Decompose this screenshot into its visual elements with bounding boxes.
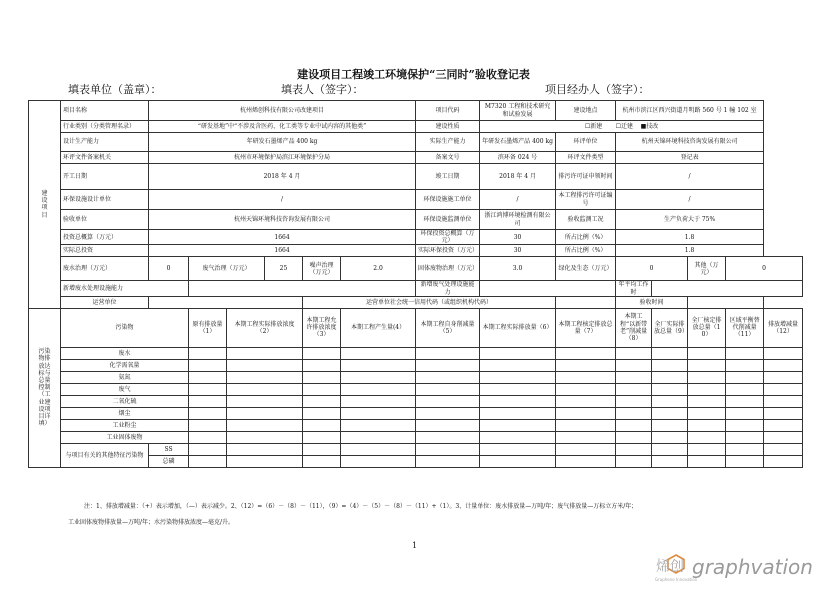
credit-code-label: 运营单位社会统一信用代码（或组织机构代码） bbox=[303, 296, 556, 308]
note-line-1: 注：1、排放增减量：（+）表示增加，（—）表示减少。2、（12）=（6）－（8）－（11），（9）=（4）－（5）－（8）－（11）+（1）。3、计量单位：废水排放量—万吨/年；废气排放量—万标立方米/年； bbox=[84, 503, 638, 510]
new-gas-capacity-label: 新增废气处理设施能力 bbox=[416, 281, 480, 296]
other-label: 其他（万元） bbox=[688, 257, 726, 281]
design-unit-label: 环保设施设计单位 bbox=[61, 190, 149, 210]
filler-label: 填表人（签字）： bbox=[281, 83, 364, 96]
noise-treatment: 2.0 bbox=[341, 257, 416, 281]
eia-type-label: 环评文件类型 bbox=[556, 152, 616, 164]
annual-hours bbox=[652, 281, 803, 296]
monitor-unit: 浙江鸿博环境检测有限公司 bbox=[480, 210, 556, 230]
water-treatment-label: 废水治理（万元） bbox=[61, 257, 149, 281]
gas-treatment: 25 bbox=[265, 257, 303, 281]
table-row bbox=[29, 419, 803, 431]
design-unit: / bbox=[149, 190, 416, 210]
col-10: 全厂核定排放总量（10） bbox=[688, 308, 726, 347]
graphene-innovation-logo bbox=[654, 551, 698, 585]
nature-new-checkbox: ☐新建 bbox=[584, 122, 603, 130]
green-label: 绿化及生态（万元） bbox=[556, 257, 616, 281]
pollutant-name: 废气 bbox=[61, 383, 189, 395]
permit-no-label: 本工程排污许可证编号 bbox=[556, 190, 616, 210]
complete-date-label: 竣工日期 bbox=[416, 164, 480, 190]
table-row bbox=[29, 431, 803, 443]
water-treatment: 0 bbox=[149, 257, 189, 281]
pollutant-name: 废水 bbox=[61, 347, 189, 359]
start-date-label: 开工日期 bbox=[61, 164, 149, 190]
table-row bbox=[29, 347, 803, 359]
col-8: 本期工程“以新带老”削减量（8） bbox=[616, 308, 652, 347]
solid-treatment-label: 固体废物治理（万元） bbox=[416, 257, 480, 281]
actual-capacity: 年研发石墨烯产品 400 kg bbox=[480, 133, 556, 152]
new-water-capacity bbox=[189, 281, 416, 296]
new-water-capacity-label: 新增废水处理设施能力 bbox=[61, 281, 189, 296]
start-date: 2018 年 4 月 bbox=[149, 164, 416, 190]
project-code: M7320 工程和技术研究和试验发展 bbox=[480, 101, 556, 121]
gas-treatment-label: 废气治理（万元） bbox=[189, 257, 265, 281]
page-title: 建设项目工程竣工环境保护“三同时”验收登记表 bbox=[297, 68, 530, 81]
location-label: 建设地点 bbox=[556, 101, 616, 121]
permit-date: / bbox=[616, 164, 764, 190]
noise-treatment-label: 噪声治理（万元） bbox=[303, 257, 341, 281]
col-3: 本期工程允许排放浓度（3） bbox=[303, 308, 341, 347]
note-line-2: 工业固体废物排放量—万吨/年；水污染物排放浓度—毫克/升。 bbox=[68, 519, 235, 526]
project-name-label: 项目名称 bbox=[61, 101, 149, 121]
special-pollutant-label: 与项目有关的其他特征污染物 bbox=[61, 443, 149, 467]
total-investment-label: 投资总概算（万元） bbox=[61, 230, 149, 245]
other: 0 bbox=[726, 257, 803, 281]
actual-investment: 1664 bbox=[149, 245, 416, 257]
record-no: 滨环备 024 号 bbox=[480, 152, 556, 164]
ratio-1: 1.8 bbox=[616, 230, 764, 245]
eia-unit: 杭州天锦环境科技咨询发展有限公司 bbox=[616, 133, 764, 152]
table-row bbox=[29, 383, 803, 395]
fill-unit-label: 填表单位（盖章）： bbox=[68, 83, 162, 96]
accept-time-label: 验收时间 bbox=[616, 296, 688, 308]
nature-reloc-checkbox: ☐迁建 bbox=[615, 122, 633, 130]
col-9: 全厂实际排放总量（9） bbox=[652, 308, 688, 347]
table-row bbox=[29, 407, 803, 419]
actual-capacity-label: 实际生产能力 bbox=[416, 133, 480, 152]
eia-unit-label: 环评单位 bbox=[556, 133, 616, 152]
accept-unit-label: 验收单位 bbox=[61, 210, 149, 230]
col-6: 本期工程实际排放量（6） bbox=[480, 308, 556, 347]
section-pollution-label: 污染 物排 放达 标与 总量 控制 （工 业建 设项 目详 填） bbox=[29, 308, 61, 467]
permit-date-label: 排污许可证申领时间 bbox=[556, 164, 616, 190]
pollutant-name: 烟尘 bbox=[61, 407, 189, 419]
accept-time bbox=[688, 296, 764, 308]
credit-code bbox=[556, 296, 616, 308]
table-row bbox=[29, 395, 803, 407]
ratio-label-1: 所占比例（%） bbox=[556, 230, 616, 245]
ratio-label-2: 所占比例（%） bbox=[556, 245, 616, 257]
green: 0 bbox=[616, 257, 688, 281]
actual-env-investment-label: 实际环保投资（万元） bbox=[416, 245, 480, 257]
actual-env-investment: 30 bbox=[480, 245, 556, 257]
operator bbox=[149, 296, 303, 308]
table-row bbox=[29, 371, 803, 383]
actual-investment-label: 实际总投资 bbox=[61, 245, 149, 257]
monitor-condition: 生产负荷大于 75% bbox=[616, 210, 764, 230]
design-capacity-label: 设计生产能力 bbox=[61, 133, 149, 152]
col-5: 本期工程自身削减量（5） bbox=[416, 308, 480, 347]
ratio-2: 1.8 bbox=[616, 245, 764, 257]
permit-no: / bbox=[616, 190, 764, 210]
col-2: 本期工程实际排放浓度（2） bbox=[227, 308, 303, 347]
watermark-text: graphvation bbox=[692, 555, 813, 579]
pollutant-name: 工业固体废物 bbox=[61, 431, 189, 443]
nature-options bbox=[480, 121, 764, 133]
svg-text:烯创: 烯创 bbox=[656, 559, 684, 575]
special-pollutant-tp: 总磷 bbox=[149, 455, 189, 467]
eia-type: 登记表 bbox=[616, 152, 764, 164]
eia-approval: 杭州市环境保护局滨江环境保护分局 bbox=[149, 152, 416, 164]
pollutant-name: 二氧化硫 bbox=[61, 395, 189, 407]
new-gas-capacity bbox=[480, 281, 616, 296]
col-11: 区域平衡替代削减量（11） bbox=[726, 308, 764, 347]
pollutant-name: 氨氮 bbox=[61, 371, 189, 383]
location: 杭州市滨江区西兴街道月明路 560 号 1 幢 102 室 bbox=[616, 101, 764, 121]
special-pollutant-ss: SS bbox=[149, 443, 189, 455]
monitor-condition-label: 验收监测工况 bbox=[556, 210, 616, 230]
env-investment: 30 bbox=[480, 230, 556, 245]
accept-unit: 杭州天锦环境科技咨询发展有限公司 bbox=[149, 210, 416, 230]
page-number: 1 bbox=[412, 541, 418, 550]
registration-table bbox=[28, 100, 803, 468]
monitor-unit-label: 环保设施监测单位 bbox=[416, 210, 480, 230]
svg-text:Graphene Innovation: Graphene Innovation bbox=[655, 577, 698, 582]
record-no-label: 备案文号 bbox=[416, 152, 480, 164]
section-construction-label: 建 设 项 目 bbox=[29, 101, 61, 309]
pollutant-name: 工业粉尘 bbox=[61, 419, 189, 431]
col-12: 排放增减量（12） bbox=[764, 308, 803, 347]
eia-approval-label: 环评文件备案机关 bbox=[61, 152, 149, 164]
total-investment: 1664 bbox=[149, 230, 416, 245]
col-pollutant: 污染物 bbox=[61, 308, 189, 347]
project-code-label: 项目代码 bbox=[416, 101, 480, 121]
col-4: 本期工程产生量(4） bbox=[341, 308, 416, 347]
solid-treatment: 3.0 bbox=[480, 257, 556, 281]
env-investment-label: 环保投资总概算（万元） bbox=[416, 230, 480, 245]
annual-hours-label: 年平均工作时 bbox=[616, 281, 652, 296]
col-7: 本期工程核定排放总量（7） bbox=[556, 308, 616, 347]
nature-tech-checkbox: ■技改 bbox=[640, 122, 659, 130]
design-capacity: 年研发石墨烯产品 400 kg bbox=[149, 133, 416, 152]
build-unit: / bbox=[480, 190, 556, 210]
project-name: 杭州烯创科技有限公司改建项目 bbox=[149, 101, 416, 121]
operator-label: 运营单位 bbox=[61, 296, 149, 308]
table-row bbox=[29, 359, 803, 371]
table-row bbox=[29, 443, 803, 455]
category: “研发基地”中“不涉及含医药、化工类等专业中试内容的其他类” bbox=[149, 121, 416, 133]
category-label: 行业类别（分类管理名录） bbox=[61, 121, 149, 133]
complete-date: 2018 年 4 月 bbox=[480, 164, 556, 190]
pollutant-name: 化学需氧量 bbox=[61, 359, 189, 371]
nature-label: 建设性质 bbox=[416, 121, 480, 133]
build-unit-label: 环保设施施工单位 bbox=[416, 190, 480, 210]
col-1: 原有排放量（1） bbox=[189, 308, 227, 347]
manager-label: 项目经办人（签字）： bbox=[545, 83, 650, 96]
